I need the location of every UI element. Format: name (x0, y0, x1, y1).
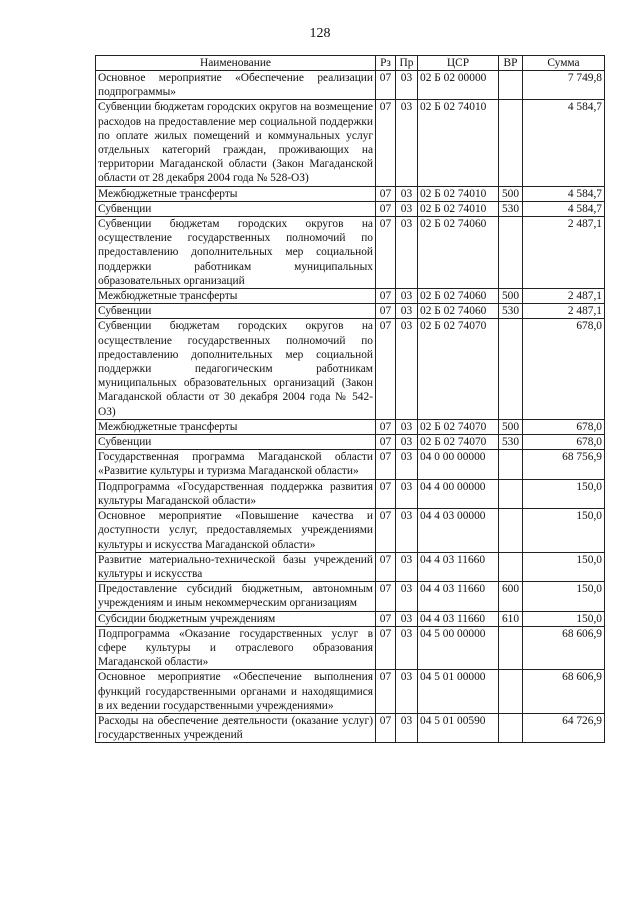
row-pr-cell: 03 (396, 304, 418, 319)
row-sum-cell: 150,0 (523, 582, 605, 611)
row-csr-cell: 02 Б 02 00000 (418, 71, 499, 100)
column-header-csr: ЦСР (418, 56, 499, 71)
row-pr-cell: 03 (396, 201, 418, 216)
row-name-cell: Межбюджетные трансферты (96, 186, 376, 201)
row-vr-cell: 500 (499, 419, 523, 434)
row-pr-cell: 03 (396, 552, 418, 581)
table-row (96, 419, 605, 434)
row-csr-cell: 02 Б 02 74070 (418, 419, 499, 434)
row-sum-cell: 150,0 (523, 552, 605, 581)
table-header-row (96, 56, 605, 71)
row-sum-cell: 4 584,7 (523, 186, 605, 201)
row-csr-cell: 02 Б 02 74010 (418, 100, 499, 186)
row-rz-cell: 07 (376, 479, 396, 508)
row-vr-cell: 500 (499, 289, 523, 304)
table-row (96, 319, 605, 419)
row-vr-cell (499, 670, 523, 714)
table-row (96, 479, 605, 508)
table-row (96, 71, 605, 100)
row-rz-cell: 07 (376, 582, 396, 611)
row-csr-cell: 04 0 00 00000 (418, 450, 499, 479)
row-sum-cell: 68 606,9 (523, 626, 605, 670)
row-csr-cell: 02 Б 02 74060 (418, 304, 499, 319)
row-csr-cell: 04 4 03 11660 (418, 552, 499, 581)
row-csr-cell: 04 4 03 11660 (418, 582, 499, 611)
row-csr-cell: 04 5 01 00000 (418, 670, 499, 714)
table-row (96, 186, 605, 201)
table-row (96, 626, 605, 670)
table-row (96, 713, 605, 742)
row-vr-cell (499, 552, 523, 581)
column-header-pr: Пр (396, 56, 418, 71)
column-header-vr: ВР (499, 56, 523, 71)
row-sum-cell: 2 487,1 (523, 289, 605, 304)
row-name-cell: Субвенции (96, 304, 376, 319)
row-sum-cell: 2 487,1 (523, 217, 605, 289)
row-name-cell: Основное мероприятие «Обеспечение реализации подпрограммы» (96, 71, 376, 100)
row-name-cell: Субсидии бюджетным учреждениям (96, 611, 376, 626)
table-row (96, 304, 605, 319)
row-pr-cell: 03 (396, 582, 418, 611)
row-rz-cell: 07 (376, 186, 396, 201)
row-csr-cell: 02 Б 02 74010 (418, 186, 499, 201)
row-csr-cell: 02 Б 02 74010 (418, 201, 499, 216)
column-header-sum: Сумма (523, 56, 605, 71)
row-pr-cell: 03 (396, 670, 418, 714)
column-header-rz: Рз (376, 56, 396, 71)
page-number: 128 (309, 26, 331, 41)
row-rz-cell: 07 (376, 289, 396, 304)
row-sum-cell: 68 756,9 (523, 450, 605, 479)
row-sum-cell: 678,0 (523, 435, 605, 450)
row-name-cell: Межбюджетные трансферты (96, 289, 376, 304)
row-rz-cell: 07 (376, 611, 396, 626)
row-rz-cell: 07 (376, 435, 396, 450)
row-vr-cell: 530 (499, 304, 523, 319)
row-pr-cell: 03 (396, 419, 418, 434)
row-sum-cell: 150,0 (523, 479, 605, 508)
row-name-cell: Субвенции бюджетам городских округов на осуществление государственных полномочий по предоставлению дополнительных мер социальной поддержки работникам муниципальных образовательных организаций (96, 217, 376, 289)
row-csr-cell: 02 Б 02 74070 (418, 319, 499, 419)
row-sum-cell: 150,0 (523, 509, 605, 553)
row-pr-cell: 03 (396, 435, 418, 450)
row-vr-cell: 610 (499, 611, 523, 626)
row-csr-cell: 04 5 00 00000 (418, 626, 499, 670)
row-pr-cell: 03 (396, 100, 418, 186)
row-csr-cell: 04 4 03 00000 (418, 509, 499, 553)
row-rz-cell: 07 (376, 304, 396, 319)
table-row (96, 450, 605, 479)
row-rz-cell: 07 (376, 217, 396, 289)
row-csr-cell: 04 4 00 00000 (418, 479, 499, 508)
row-rz-cell: 07 (376, 626, 396, 670)
row-name-cell: Подпрограмма «Государственная поддержка развития культуры Магаданской области» (96, 479, 376, 508)
row-sum-cell: 2 487,1 (523, 304, 605, 319)
row-pr-cell: 03 (396, 611, 418, 626)
row-name-cell: Расходы на обеспечение деятельности (оказание услуг) государственных учреждений (96, 713, 376, 742)
row-name-cell: Основное мероприятие «Повышение качества и доступности услуг, предоставляемых учреждениями культуры и искусства Магаданской области» (96, 509, 376, 553)
table-row (96, 582, 605, 611)
row-csr-cell: 02 Б 02 74070 (418, 435, 499, 450)
row-name-cell: Субвенции (96, 435, 376, 450)
row-sum-cell: 4 584,7 (523, 201, 605, 216)
row-pr-cell: 03 (396, 626, 418, 670)
row-vr-cell (499, 71, 523, 100)
row-pr-cell: 03 (396, 450, 418, 479)
table-row (96, 435, 605, 450)
row-rz-cell: 07 (376, 319, 396, 419)
row-sum-cell: 4 584,7 (523, 100, 605, 186)
row-vr-cell: 530 (499, 201, 523, 216)
row-vr-cell (499, 509, 523, 553)
row-pr-cell: 03 (396, 217, 418, 289)
table-row (96, 552, 605, 581)
row-csr-cell: 04 5 01 00590 (418, 713, 499, 742)
row-sum-cell: 7 749,8 (523, 71, 605, 100)
row-name-cell: Субвенции бюджетам городских округов на возмещение расходов на предоставление мер социальной поддержки по оплате жилых помещений и коммунальных услуг отдельных категорий граждан, проживающих на территории Магаданской области (Закон Магаданской области от 28 декабря 2004 года № 528-ОЗ) (96, 100, 376, 186)
row-rz-cell: 07 (376, 450, 396, 479)
row-csr-cell: 02 Б 02 74060 (418, 217, 499, 289)
row-vr-cell (499, 319, 523, 419)
table-row (96, 100, 605, 186)
row-vr-cell: 530 (499, 435, 523, 450)
row-pr-cell: 03 (396, 186, 418, 201)
row-sum-cell: 150,0 (523, 611, 605, 626)
row-rz-cell: 07 (376, 552, 396, 581)
row-pr-cell: 03 (396, 479, 418, 508)
table-row (96, 289, 605, 304)
row-vr-cell (499, 626, 523, 670)
row-vr-cell (499, 713, 523, 742)
row-rz-cell: 07 (376, 713, 396, 742)
row-name-cell: Межбюджетные трансферты (96, 419, 376, 434)
row-pr-cell: 03 (396, 289, 418, 304)
row-vr-cell (499, 479, 523, 508)
row-vr-cell (499, 217, 523, 289)
table-row (96, 201, 605, 216)
table-row (96, 509, 605, 553)
row-pr-cell: 03 (396, 713, 418, 742)
row-sum-cell: 68 606,9 (523, 670, 605, 714)
row-sum-cell: 678,0 (523, 319, 605, 419)
table-row (96, 217, 605, 289)
row-pr-cell: 03 (396, 71, 418, 100)
row-vr-cell: 600 (499, 582, 523, 611)
row-vr-cell (499, 100, 523, 186)
row-name-cell: Субвенции (96, 201, 376, 216)
row-pr-cell: 03 (396, 509, 418, 553)
row-name-cell: Субвенции бюджетам городских округов на осуществление государственных полномочий по предоставлению дополнительных мер социальной поддержки педагогическим работникам муниципальных образовательных организаций (Закон Магаданской области от 30 декабря 2004 года № 542-ОЗ) (96, 319, 376, 419)
row-sum-cell: 678,0 (523, 419, 605, 434)
row-rz-cell: 07 (376, 71, 396, 100)
row-csr-cell: 04 4 03 11660 (418, 611, 499, 626)
row-rz-cell: 07 (376, 419, 396, 434)
table-row (96, 670, 605, 714)
row-name-cell: Подпрограмма «Оказание государственных услуг в сфере культуры и отраслевого образования Магаданской области» (96, 626, 376, 670)
row-sum-cell: 64 726,9 (523, 713, 605, 742)
row-pr-cell: 03 (396, 319, 418, 419)
column-header-name: Наименование (96, 56, 376, 71)
row-rz-cell: 07 (376, 100, 396, 186)
row-rz-cell: 07 (376, 509, 396, 553)
row-name-cell: Предоставление субсидий бюджетным, автономным учреждениям и иным некоммерческим организациям (96, 582, 376, 611)
row-name-cell: Государственная программа Магаданской области «Развитие культуры и туризма Магаданской области» (96, 450, 376, 479)
row-rz-cell: 07 (376, 201, 396, 216)
table-row (96, 611, 605, 626)
budget-table (95, 55, 605, 743)
row-name-cell: Развитие материально-технической базы учреждений культуры и искусства (96, 552, 376, 581)
row-name-cell: Основное мероприятие «Обеспечение выполнения функций государственными органами и находящимися в их ведении государственными учреждениями» (96, 670, 376, 714)
row-vr-cell (499, 450, 523, 479)
table-body (96, 71, 605, 743)
row-vr-cell: 500 (499, 186, 523, 201)
row-csr-cell: 02 Б 02 74060 (418, 289, 499, 304)
row-rz-cell: 07 (376, 670, 396, 714)
